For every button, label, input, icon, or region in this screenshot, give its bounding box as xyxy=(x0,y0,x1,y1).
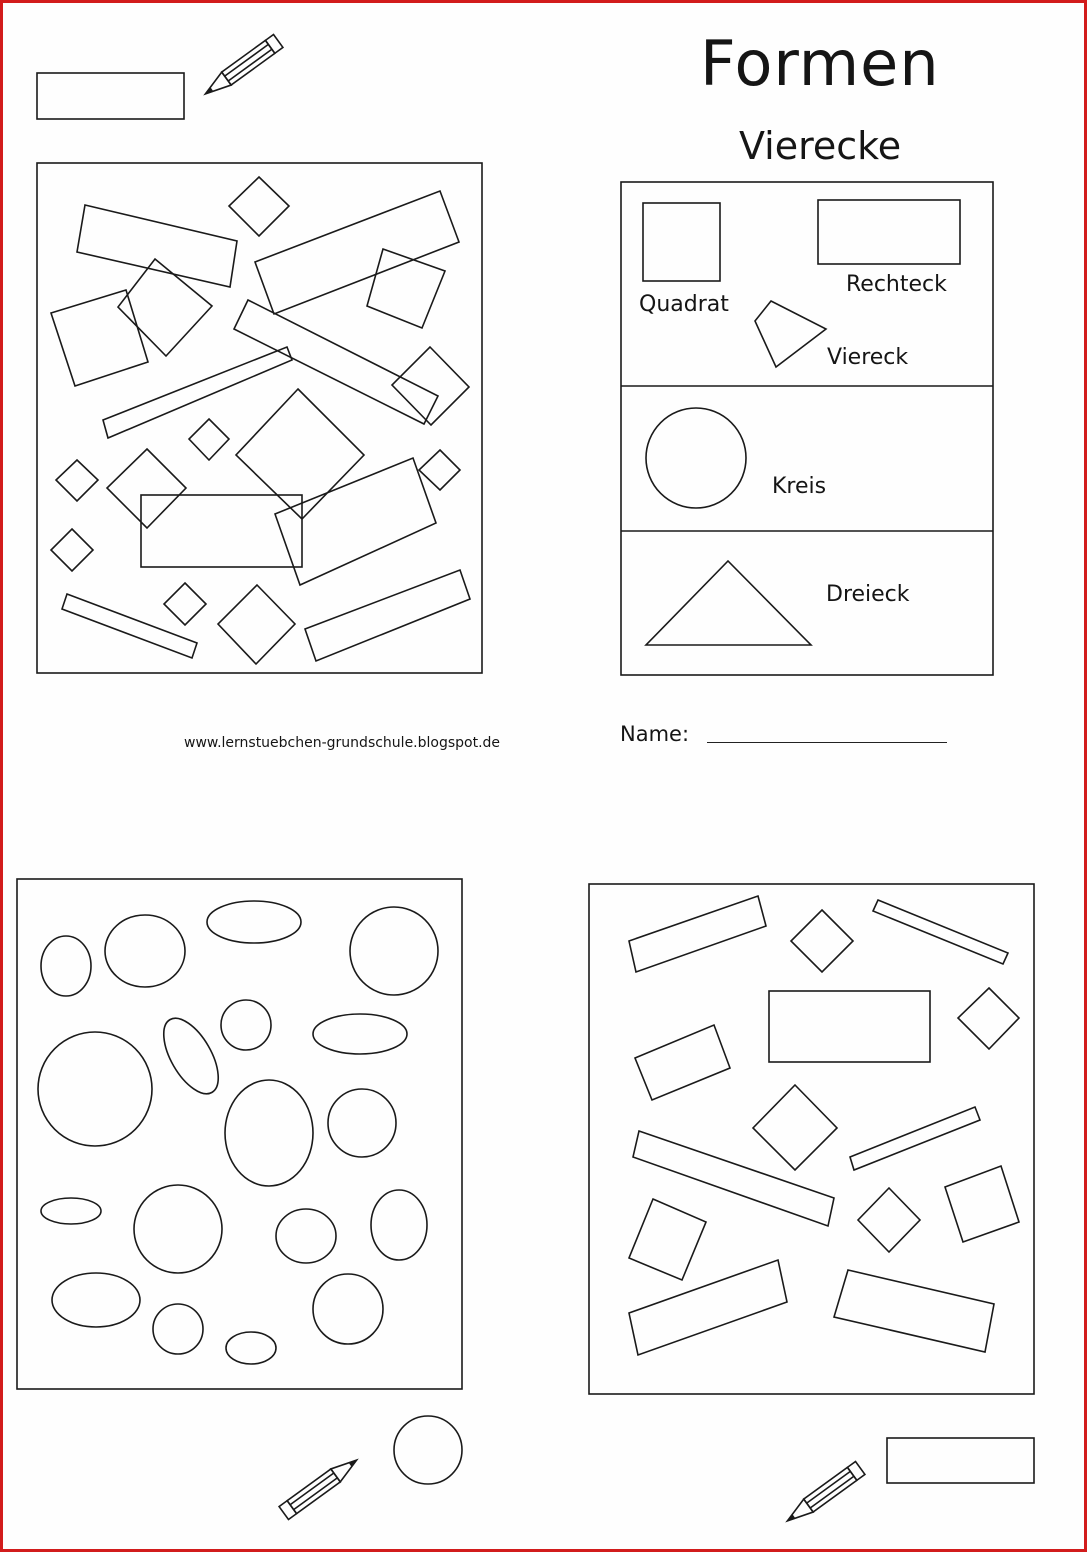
name-label: Name: xyxy=(620,722,690,746)
square-shape xyxy=(958,988,1019,1049)
square-shape xyxy=(419,450,460,490)
pencil-icon xyxy=(783,1461,865,1527)
rectangle-shape xyxy=(234,300,438,424)
square-shape xyxy=(791,910,853,972)
square-shape xyxy=(164,583,206,625)
square-shape xyxy=(229,177,289,236)
ellipse-shape xyxy=(226,1332,276,1364)
rectangle-shape xyxy=(77,205,237,287)
rectangle-shape xyxy=(633,1131,834,1226)
triangle-example xyxy=(646,561,811,645)
ellipse-shape xyxy=(41,1198,101,1224)
circle-shape xyxy=(350,907,438,995)
answer-circle xyxy=(394,1416,462,1484)
page-title: Formen xyxy=(700,27,940,100)
ellipse-shape xyxy=(207,901,301,943)
circle-shape xyxy=(153,1304,203,1354)
ellipse-shape xyxy=(41,936,91,996)
circle-example xyxy=(646,408,746,508)
square-shape xyxy=(51,529,93,571)
ellipse-shape xyxy=(371,1190,427,1260)
rectangle-shape xyxy=(873,900,1008,964)
rectangle-shape xyxy=(635,1025,730,1100)
square-shape xyxy=(367,249,445,328)
circle-shape xyxy=(134,1185,222,1273)
square-shape xyxy=(753,1085,837,1170)
rectangle-shape xyxy=(141,495,302,567)
square-shape xyxy=(629,1199,706,1280)
rectangle-shape xyxy=(629,1260,787,1355)
pencil-icon xyxy=(201,34,283,100)
pencil-icon xyxy=(279,1454,361,1520)
rectangle-shape xyxy=(769,991,930,1062)
panel-circles xyxy=(17,879,462,1389)
circle-shape xyxy=(221,1000,271,1050)
circle-shape xyxy=(38,1032,152,1146)
label-rechteck: Rechteck xyxy=(846,272,947,297)
square-shape xyxy=(858,1188,920,1252)
rectangle-shape xyxy=(103,347,292,438)
panel-rectangles xyxy=(589,884,1034,1394)
panel-quadrilaterals xyxy=(37,163,482,673)
square-shape xyxy=(945,1166,1019,1242)
label-dreieck: Dreieck xyxy=(826,582,910,607)
square-shape xyxy=(189,419,229,460)
ellipse-shape xyxy=(105,915,185,987)
shape-legend xyxy=(621,182,993,675)
circle-shape xyxy=(328,1089,396,1157)
ellipse-shape xyxy=(52,1273,140,1327)
label-viereck: Viereck xyxy=(827,345,909,370)
square-shape xyxy=(51,290,148,386)
rectangle-shape xyxy=(275,458,436,585)
page-subtitle: Vierecke xyxy=(739,124,902,168)
answer-box-rectangles xyxy=(887,1438,1034,1483)
rectangle-shape xyxy=(62,594,197,658)
square-shape xyxy=(218,585,295,664)
square-shape xyxy=(107,449,186,528)
worksheet-drawing xyxy=(3,3,1087,1555)
rectangle-shape xyxy=(834,1270,994,1352)
ellipse-shape xyxy=(276,1209,336,1263)
square-example xyxy=(643,203,720,281)
label-kreis: Kreis xyxy=(772,474,827,499)
circle-shape xyxy=(313,1274,383,1344)
answer-box-quadrilaterals xyxy=(37,73,184,119)
rectangle-shape xyxy=(305,570,470,661)
ellipse-shape xyxy=(225,1080,313,1186)
rectangle-example xyxy=(818,200,960,264)
ellipse-shape xyxy=(313,1014,407,1054)
rectangle-shape xyxy=(629,896,766,972)
ellipse-shape xyxy=(153,1010,230,1103)
quadrilateral-example xyxy=(755,301,826,367)
website-url: www.lernstuebchen-grundschule.blogspot.de xyxy=(184,735,501,751)
name-line xyxy=(707,742,947,743)
rectangle-shape xyxy=(850,1107,980,1170)
label-quadrat: Quadrat xyxy=(639,292,729,317)
square-shape xyxy=(236,389,364,519)
square-shape xyxy=(56,460,98,501)
